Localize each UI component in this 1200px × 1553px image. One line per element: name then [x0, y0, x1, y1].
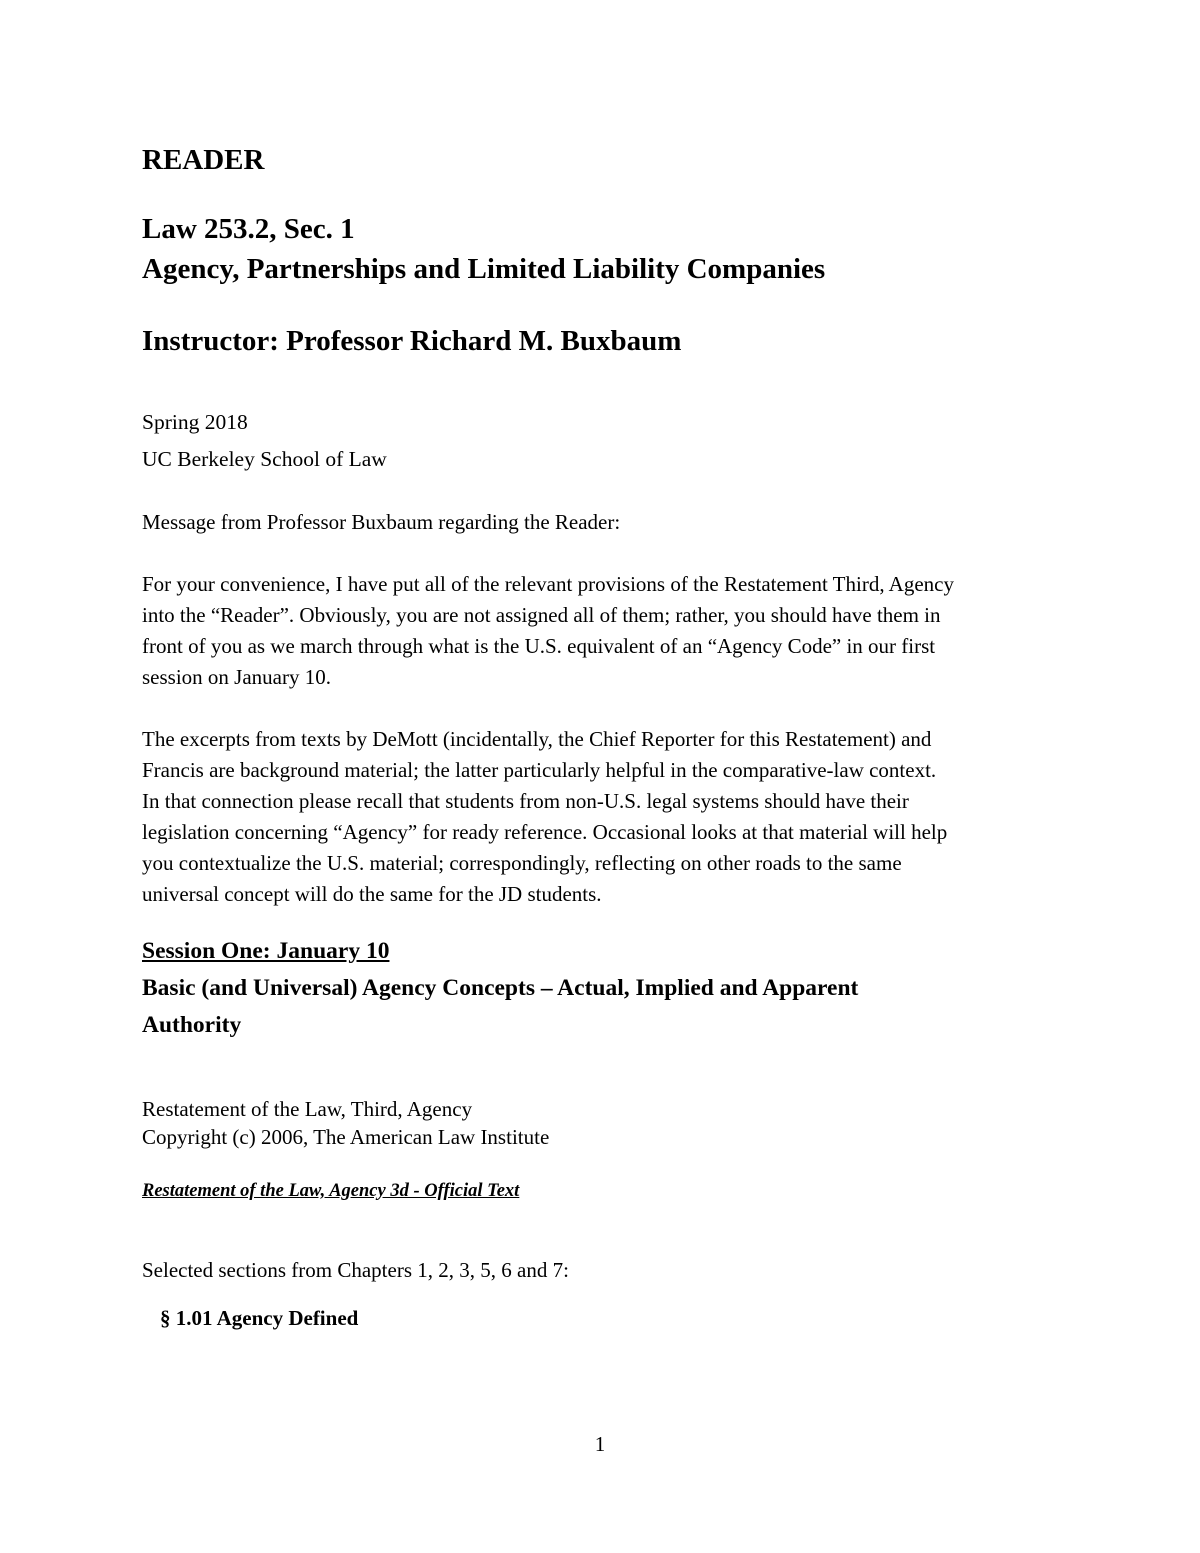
page-number: 1 — [594, 1432, 606, 1456]
paragraph-line: legislation concerning “Agency” for ready reference. Occasional looks at that material will help — [142, 820, 948, 844]
paragraph-line: For your convenience, I have put all of the relevant provisions of the Restatement Third, Agency — [142, 572, 954, 596]
restatement-copyright: Copyright (c) 2006, The American Law Institute — [142, 1125, 550, 1149]
paragraph-line: into the “Reader”. Obviously, you are not assigned all of them; rather, you should have them in — [142, 603, 941, 627]
school-name: UC Berkeley School of Law — [142, 447, 387, 471]
session-title: Session One: January 10 — [142, 938, 390, 964]
selected-sections: Selected sections from Chapters 1, 2, 3, 5, 6 and 7: — [142, 1258, 569, 1282]
section-heading: § 1.01 Agency Defined — [160, 1306, 359, 1330]
message-paragraph-2 — [142, 724, 1072, 910]
term: Spring 2018 — [142, 410, 248, 434]
message-paragraph-1 — [142, 569, 1072, 693]
paragraph-line: Francis are background material; the latter particularly helpful in the comparative-law context. — [142, 758, 937, 782]
paragraph-line: front of you as we march through what is the U.S. equivalent of an “Agency Code” in our first — [142, 634, 936, 658]
paragraph-line: you contextualize the U.S. material; correspondingly, reflecting on other roads to the same — [142, 851, 902, 875]
paragraph-line: The excerpts from texts by DeMott (incidentally, the Chief Reporter for this Restatement) and — [142, 727, 932, 751]
course-name: Agency, Partnerships and Limited Liability Companies — [142, 253, 826, 285]
official-text-link[interactable]: Restatement of the Law, Agency 3d - Official Text — [142, 1181, 520, 1201]
paragraph-line: universal concept will do the same for the JD students. — [142, 882, 602, 906]
session-subtitle-line-1: Basic (and Universal) Agency Concepts – Actual, Implied and Apparent — [142, 975, 859, 1001]
restatement-name: Restatement of the Law, Third, Agency — [142, 1097, 473, 1121]
course-number: Law 253.2, Sec. 1 — [142, 213, 355, 245]
paragraph-line: In that connection please recall that students from non-U.S. legal systems should have their — [142, 789, 909, 813]
paragraph-line: session on January 10. — [142, 665, 331, 689]
session-subtitle-line-2: Authority — [142, 1012, 242, 1038]
document-title: READER — [142, 144, 265, 176]
instructor-line: Instructor: Professor Richard M. Buxbaum — [142, 325, 682, 357]
message-heading: Message from Professor Buxbaum regarding the Reader: — [142, 510, 621, 534]
